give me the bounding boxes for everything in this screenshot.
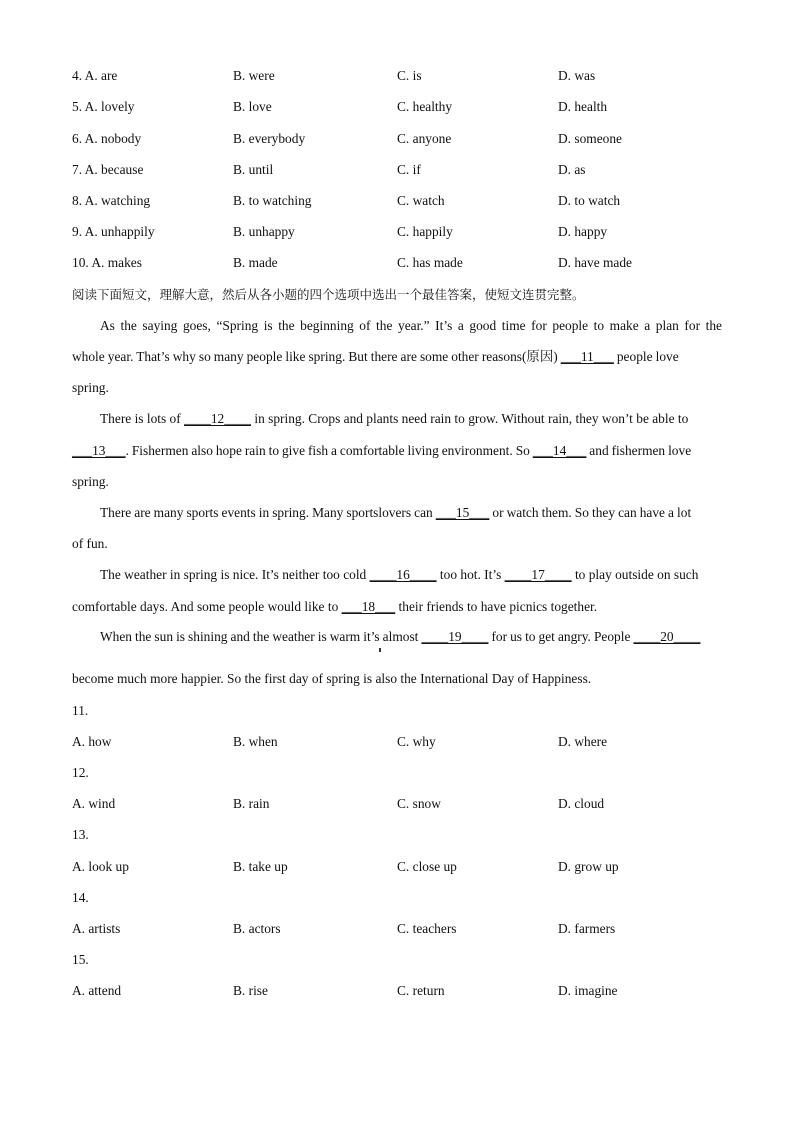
option-c: C. healthy — [397, 99, 453, 114]
passage-line — [72, 378, 722, 398]
option-a: 6. A. nobody — [72, 131, 142, 146]
passage-text: The weather in spring is nice. It’s neither too cold — [100, 567, 370, 582]
option-b: B. rise — [233, 983, 268, 998]
option-a: A. how — [72, 734, 112, 749]
passage-text: When the sun is shining and the weather is warm — [100, 629, 361, 644]
passage-text: or watch them. So they can have a lot — [489, 505, 692, 520]
passage-text: their friends to have picnics together. — [395, 599, 598, 614]
option-b: B. unhappy — [233, 224, 295, 239]
blank-19: ____19____ — [421, 629, 489, 644]
option-row-8 — [72, 191, 732, 211]
option-d: D. happy — [558, 224, 608, 239]
option-d: D. health — [558, 99, 608, 114]
passage-text: whole year. That’s why so many people like spring. But there are some other reasons(原因) — [72, 349, 561, 364]
option-row-10 — [72, 253, 732, 273]
option-c: C. snow — [397, 796, 441, 811]
question-number-15: 15. — [72, 952, 89, 967]
option-d: D. to watch — [558, 193, 621, 208]
option-d: D. someone — [558, 131, 622, 146]
option-row-15 — [72, 981, 732, 1001]
option-row-11 — [72, 732, 732, 752]
option-d: D. where — [558, 734, 608, 749]
question-number-14: 14. — [72, 890, 89, 905]
option-row-14 — [72, 919, 732, 939]
passage-text: of fun. — [72, 536, 108, 551]
passage-line — [72, 347, 722, 367]
option-row-5 — [72, 97, 732, 117]
passage-text: There is lots of — [100, 411, 185, 426]
blank-16: ____16____ — [369, 567, 437, 582]
section-instruction: 阅读下面短文，理解大意，然后从各小题的四个选项中选出一个最佳答案，使短文连贯完整。 — [72, 287, 585, 302]
option-b: B. were — [233, 68, 275, 83]
option-c: C. teachers — [397, 921, 457, 936]
blank-17: ____17____ — [504, 567, 572, 582]
question-number-12: 12. — [72, 765, 89, 780]
blank-14: ___14___ — [532, 443, 587, 458]
option-b: B. to watching — [233, 193, 312, 208]
passage-text: There are many sports events in spring. Many sportslovers can — [100, 505, 436, 520]
option-d: D. cloud — [558, 796, 605, 811]
passage-text: As the saying goes, “Spring is the beginning of the year.” It’s a good time for people to make a plan for the — [100, 318, 722, 333]
passage-line — [72, 669, 722, 689]
option-d: D. grow up — [558, 859, 619, 874]
blank-20: ____20____ — [633, 629, 701, 644]
option-c: C. watch — [397, 193, 445, 208]
passage-line — [72, 597, 722, 617]
passage-text: spring. — [72, 474, 109, 489]
passage-line — [72, 472, 722, 492]
option-c: C. anyone — [397, 131, 452, 146]
option-a: 8. A. watching — [72, 193, 151, 208]
option-a: 10. A. makes — [72, 255, 142, 270]
option-d: D. was — [558, 68, 596, 83]
passage-text: . Fishermen also hope rain to give fish a comfortable living environment. So — [125, 443, 533, 458]
passage-line — [72, 441, 722, 461]
blank-11: ___11___ — [560, 349, 614, 364]
passage-line — [100, 409, 722, 429]
option-a: A. look up — [72, 859, 129, 874]
blank-12: ____12____ — [184, 411, 251, 426]
option-b: B. everybody — [233, 131, 306, 146]
option-c: C. close up — [397, 859, 457, 874]
passage-text: to play outside on such — [571, 567, 699, 582]
passage-text: too hot. It’s — [436, 567, 505, 582]
option-row-6 — [72, 129, 732, 149]
option-d: D. as — [558, 162, 586, 177]
option-b: B. made — [233, 255, 278, 270]
option-row-12 — [72, 794, 732, 814]
option-c: C. if — [397, 162, 421, 177]
passage-text: for us to get angry. People — [488, 629, 634, 644]
passage-text: become much more happier. So the first day of spring is also the International Day of Happiness. — [72, 671, 592, 686]
blank-13: ___13___ — [72, 443, 126, 458]
option-a: A. wind — [72, 796, 116, 811]
option-c: C. is — [397, 68, 422, 83]
passage-text: in spring. Crops and plants need rain to grow. Without rain, they won’t be able to — [251, 411, 689, 426]
option-b: B. take up — [233, 859, 288, 874]
passage-text: people love — [613, 349, 679, 364]
option-d: D. imagine — [558, 983, 618, 998]
question-number-11: 11. — [72, 703, 89, 718]
option-b: B. actors — [233, 921, 281, 936]
option-b: B. rain — [233, 796, 270, 811]
passage-line — [100, 503, 722, 523]
option-a: 5. A. lovely — [72, 99, 135, 114]
passage-line — [72, 534, 722, 554]
option-a: A. artists — [72, 921, 121, 936]
option-row-13 — [72, 857, 732, 877]
option-a: 4. A. are — [72, 68, 118, 83]
passage-line — [100, 565, 722, 585]
passage-text: and fishermen love — [586, 443, 692, 458]
option-row-4 — [72, 66, 732, 86]
blank-18: ___18___ — [341, 599, 396, 614]
option-b: B. love — [233, 99, 272, 114]
option-row-7 — [72, 160, 732, 180]
option-d: D. farmers — [558, 921, 616, 936]
option-b: B. when — [233, 734, 278, 749]
option-c: C. happily — [397, 224, 453, 239]
option-c: C. has made — [397, 255, 463, 270]
option-c: C. why — [397, 734, 436, 749]
question-number-13: 13. — [72, 827, 89, 842]
option-c: C. return — [397, 983, 445, 998]
blank-15: ___15___ — [435, 505, 490, 520]
stray-mark — [379, 648, 381, 652]
option-row-9 — [72, 222, 732, 242]
option-a: 9. A. unhappily — [72, 224, 155, 239]
option-d: D. have made — [558, 255, 632, 270]
passage-text: comfortable days. And some people would like to — [72, 599, 342, 614]
passage-text: spring. — [72, 380, 109, 395]
passage-line — [100, 316, 722, 336]
passage-text: it’s almost — [360, 629, 422, 644]
option-a: 7. A. because — [72, 162, 144, 177]
passage-line — [100, 627, 722, 647]
option-b: B. until — [233, 162, 274, 177]
option-a: A. attend — [72, 983, 122, 998]
